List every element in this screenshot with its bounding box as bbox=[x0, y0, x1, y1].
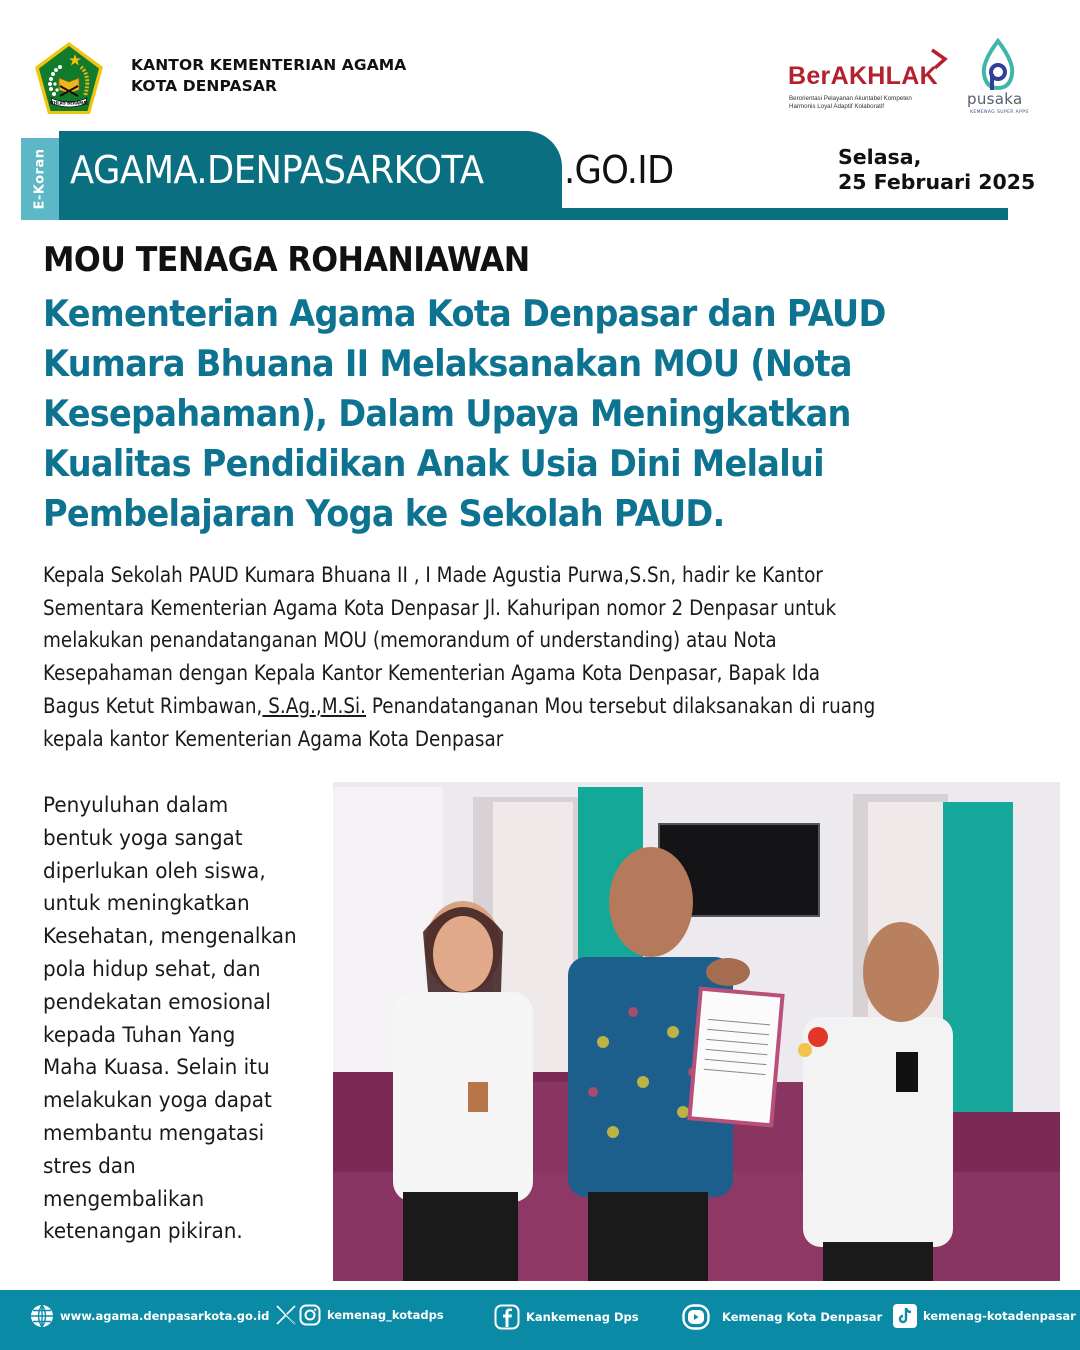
article-photo bbox=[333, 782, 1060, 1281]
underlined-comma: , bbox=[315, 693, 322, 718]
lead-text: Bagus Ketut Rimbawan, bbox=[43, 693, 263, 718]
footer-facebook-link[interactable] bbox=[494, 1304, 639, 1330]
side-line: pendekatan emosional bbox=[43, 989, 271, 1015]
youtube-icon bbox=[682, 1304, 710, 1330]
organization-name bbox=[131, 55, 406, 97]
article-kicker: MOU TENAGA ROHANIAWAN bbox=[43, 240, 530, 280]
article-headline bbox=[43, 289, 1000, 539]
side-line: diperlukan oleh siswa, bbox=[43, 858, 266, 884]
footer-x-instagram-link[interactable] bbox=[275, 1304, 444, 1326]
pusaka-subtitle: KEMENAG SUPER APPS bbox=[970, 110, 1029, 115]
footer-instagram-text: kemenag_kotadps bbox=[327, 1308, 444, 1322]
lead-line: melakukan penandatanganan MOU (memorandum of understanding) atau Nota bbox=[43, 628, 777, 653]
date-full: 25 Februari 2025 bbox=[838, 170, 1036, 194]
kemenag-emblem-icon bbox=[33, 40, 105, 118]
headline-line: Kesepahaman), Dalam Upaya Meningkatkan bbox=[43, 392, 851, 435]
side-line: pola hidup sehat, dan bbox=[43, 956, 261, 982]
e-koran-tab bbox=[21, 138, 59, 220]
side-line: melakukan yoga dapat bbox=[43, 1088, 272, 1114]
org-name-line1: KANTOR KEMENTERIAN AGAMA bbox=[131, 56, 407, 74]
side-line: untuk meningkatkan bbox=[43, 891, 250, 917]
lead-text: Penandatanganan Mou tersebut dilaksanakan di ruang bbox=[365, 693, 876, 718]
footer-website-text: www.agama.denpasarkota.go.id bbox=[60, 1309, 270, 1323]
kemenag-logo bbox=[33, 40, 105, 118]
footer-tiktok-link[interactable] bbox=[893, 1304, 1076, 1328]
lead-line: Kepala Sekolah PAUD Kumara Bhuana II , I Made Agustia Purwa,S.Sn, hadir ke Kantor bbox=[43, 563, 823, 587]
side-line: stres dan bbox=[43, 1153, 136, 1179]
facebook-icon bbox=[494, 1304, 520, 1330]
lead-line: Kesepahaman dengan Kepala Kantor Kementerian Agama Kota Denpasar, Bapak Ida bbox=[43, 661, 820, 686]
globe-icon bbox=[30, 1304, 54, 1328]
article-lead-paragraph bbox=[43, 559, 1032, 755]
footer-tiktok-text: kemenag-kotadenpasar bbox=[923, 1309, 1076, 1323]
e-koran-label: E-Koran bbox=[32, 148, 48, 210]
org-name-line2: KOTA DENPASAR bbox=[131, 77, 278, 95]
social-footer bbox=[0, 1290, 1080, 1350]
side-line: membantu mengatasi bbox=[43, 1120, 265, 1146]
underlined-title-msi: M.Si. bbox=[321, 693, 366, 718]
publication-date bbox=[838, 145, 1035, 195]
mou-signing-photo bbox=[333, 782, 1060, 1281]
instagram-icon bbox=[299, 1304, 321, 1326]
lead-line bbox=[43, 690, 1032, 723]
side-line: kepada Tuhan Yang bbox=[43, 1022, 236, 1048]
side-line: mengembalikan bbox=[43, 1186, 205, 1212]
site-name: AGAMA.DENPASARKOTA bbox=[70, 148, 484, 192]
headline-line: Kumara Bhuana II Melaksanakan MOU (Nota bbox=[43, 342, 852, 385]
headline-line: Kementerian Agama Kota Denpasar dan PAUD bbox=[43, 292, 886, 335]
side-line: bentuk yoga sangat bbox=[43, 825, 243, 851]
berakhlak-logo bbox=[786, 46, 951, 112]
tiktok-icon bbox=[893, 1304, 917, 1328]
lead-line: Sementara Kementerian Agama Kota Denpasar Jl. Kahuripan nomor 2 Denpasar untuk bbox=[43, 595, 837, 620]
side-line: ketenangan pikiran. bbox=[43, 1219, 243, 1245]
footer-website-link[interactable] bbox=[30, 1304, 269, 1328]
footer-youtube-text: Kemenag Kota Denpasar bbox=[722, 1310, 883, 1324]
svg-text:IKHLAS BERAMAL: IKHLAS BERAMAL bbox=[49, 100, 89, 106]
headline-line: Pembelajaran Yoga ke Sekolah PAUD. bbox=[43, 492, 725, 535]
berakhlak-tagline-line2: Harmonis Loyal Adaptif Kolaboratif bbox=[789, 103, 884, 110]
article-side-paragraph bbox=[43, 790, 322, 1249]
berakhlak-brand: BerAKHLAK bbox=[788, 62, 938, 90]
side-line: Maha Kuasa. Selain itu bbox=[43, 1055, 270, 1081]
lead-line: kepala kantor Kementerian Agama Kota Denpasar bbox=[43, 726, 504, 751]
masthead-underline-bar bbox=[59, 208, 1008, 220]
underlined-title-sag: S.Ag. bbox=[262, 693, 316, 718]
pusaka-drop-icon bbox=[958, 38, 1042, 92]
side-line: Kesehatan, mengenalkan bbox=[43, 924, 297, 950]
headline-line: Kualitas Pendidikan Anak Usia Dini Melalui bbox=[43, 442, 824, 485]
footer-youtube-link[interactable] bbox=[682, 1304, 882, 1330]
pusaka-name: pusaka bbox=[967, 90, 1023, 108]
berakhlak-tagline-line1: Berorientasi Pelayanan Akuntabel Kompeten bbox=[789, 95, 912, 102]
berakhlak-tagline bbox=[789, 95, 912, 111]
side-line: Penyuluhan dalam bbox=[43, 793, 229, 818]
pusaka-logo bbox=[958, 38, 1042, 124]
footer-facebook-text: Kankemenag Dps bbox=[526, 1310, 639, 1324]
date-day: Selasa, bbox=[838, 145, 922, 169]
x-twitter-icon bbox=[275, 1304, 297, 1326]
site-domain: .GO.ID bbox=[564, 148, 674, 192]
